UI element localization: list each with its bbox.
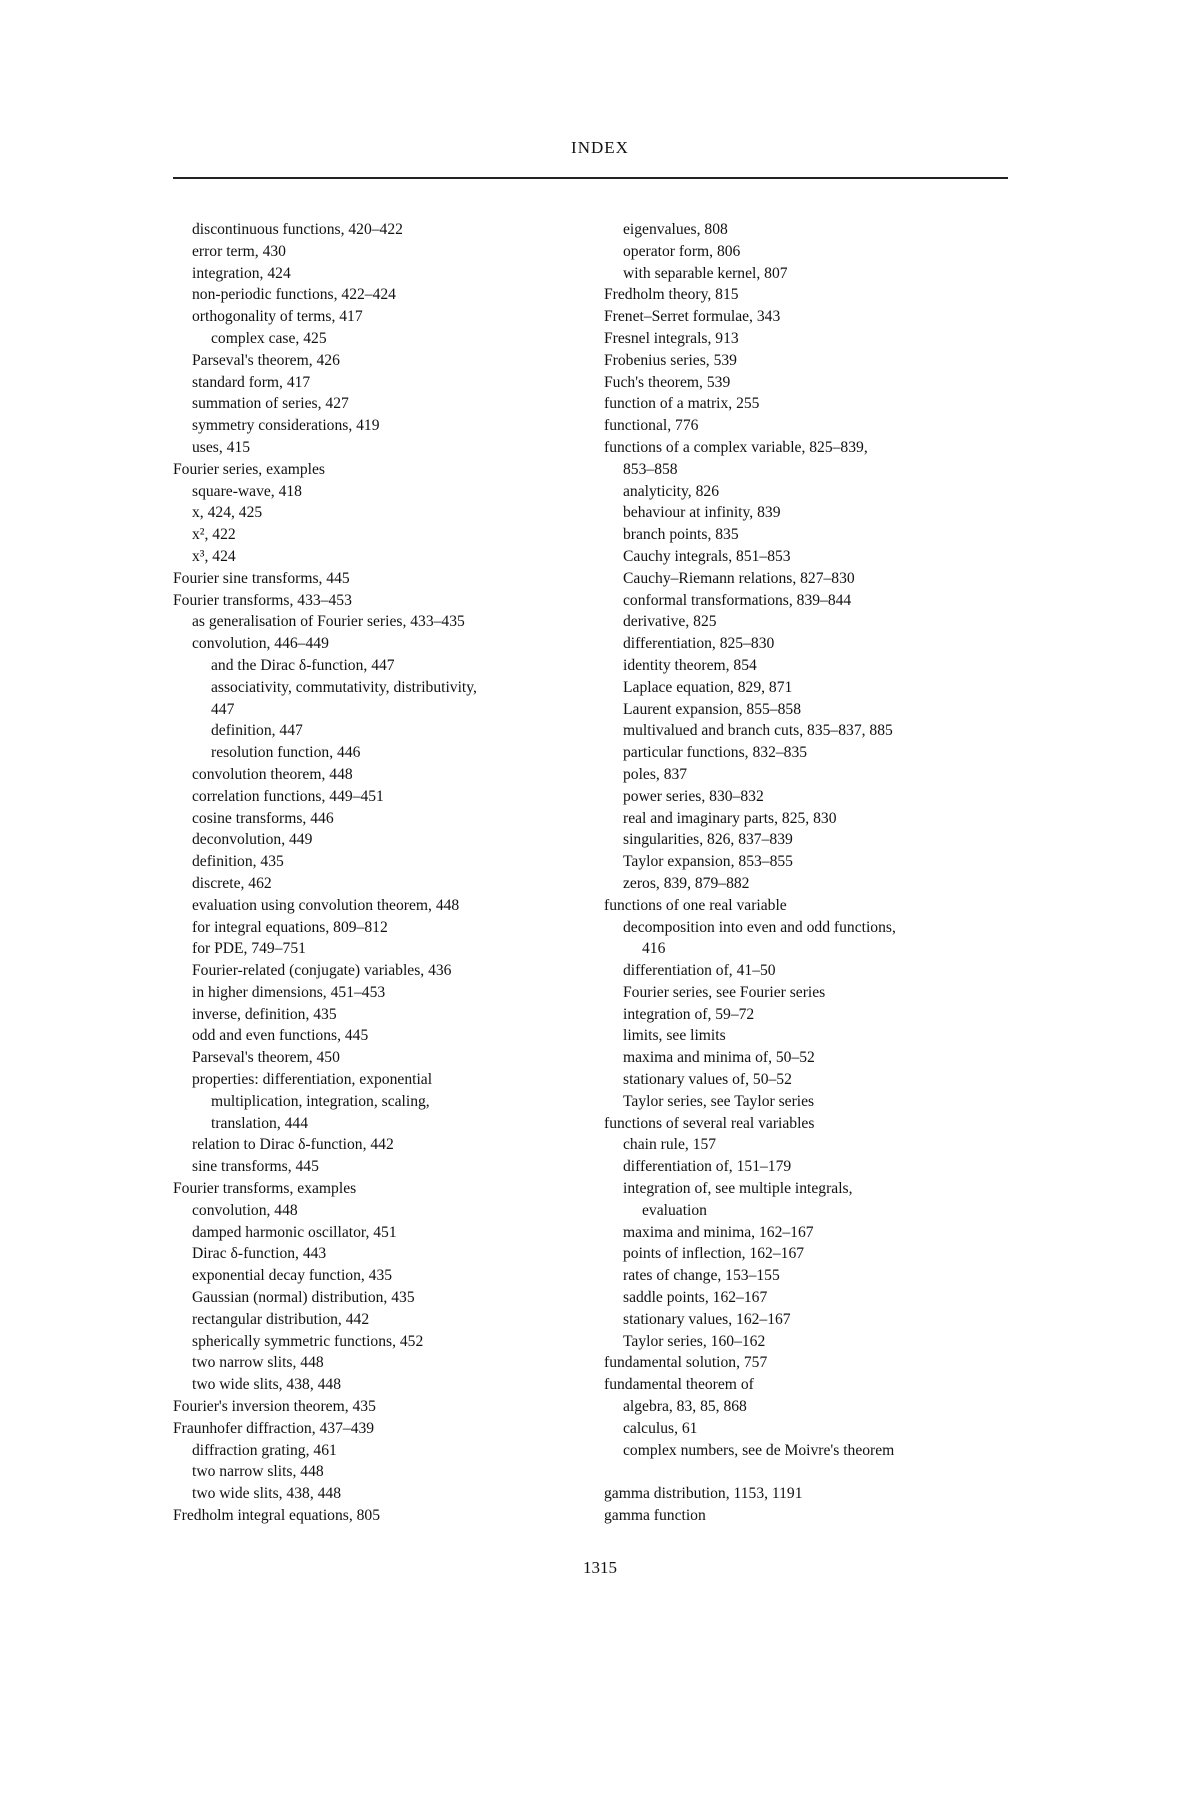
index-entry: Frobenius series, 539 <box>604 351 737 369</box>
index-subentry: Parseval's theorem, 450 <box>192 1049 340 1067</box>
index-entry: Fredholm integral equations, 805 <box>173 1507 381 1525</box>
index-subentry: complex case, 425 <box>211 329 327 347</box>
index-subentry: discontinuous functions, 420–422 <box>192 221 403 238</box>
index-entry: functional, 776 <box>604 417 699 435</box>
index-subentry: 853–858 <box>623 460 678 478</box>
index-subentry: limits, see limits <box>623 1027 726 1045</box>
index-subentry: diffraction grating, 461 <box>192 1441 337 1459</box>
index-entry: functions of several real variables <box>604 1114 815 1132</box>
index-subentry: multiplication, integration, scaling, <box>211 1092 430 1110</box>
index-subentry: and the Dirac δ-function, 447 <box>211 656 395 674</box>
index-entry: Fresnel integrals, 913 <box>604 329 739 347</box>
index-subentry: two wide slits, 438, 448 <box>192 1485 342 1503</box>
index-subentry: decomposition into even and odd functions, <box>623 918 896 936</box>
index-entry: fundamental theorem of <box>604 1376 754 1394</box>
index-subentry: Parseval's theorem, 426 <box>192 351 340 369</box>
index-subentry: inverse, definition, 435 <box>192 1005 337 1023</box>
index-subentry: zeros, 839, 879–882 <box>623 874 750 892</box>
index-subentry: two wide slits, 438, 448 <box>192 1376 342 1394</box>
index-subentry: differentiation of, 151–179 <box>623 1158 792 1176</box>
index-subentry: as generalisation of Fourier series, 433–435 <box>192 613 465 631</box>
index-subentry: sine transforms, 445 <box>192 1158 319 1176</box>
index-subentry: x², 422 <box>192 526 236 544</box>
index-subentry: convolution theorem, 448 <box>192 765 353 783</box>
index-subentry: for integral equations, 809–812 <box>192 918 388 936</box>
index-subentry: square-wave, 418 <box>192 482 302 500</box>
index-subentry: Taylor expansion, 853–855 <box>623 853 793 871</box>
index-subentry: derivative, 825 <box>623 613 717 631</box>
index-subentry: branch points, 835 <box>623 526 739 544</box>
index-subentry: Laplace equation, 829, 871 <box>623 678 793 696</box>
index-subentry: Taylor series, see Taylor series <box>623 1092 815 1110</box>
index-subentry: calculus, 61 <box>623 1419 698 1437</box>
index-subentry: summation of series, 427 <box>192 395 349 413</box>
index-subentry: error term, 430 <box>192 242 286 260</box>
index-subentry: singularities, 826, 837–839 <box>623 831 793 849</box>
index-subentry: definition, 435 <box>192 853 284 871</box>
index-subentry: Cauchy–Riemann relations, 827–830 <box>623 569 855 587</box>
index-subentry: Laurent expansion, 855–858 <box>623 700 801 718</box>
index-subentry: x³, 424 <box>192 547 236 565</box>
index-column-left <box>173 219 573 1527</box>
header-rule <box>173 177 1008 179</box>
index-subentry: Dirac δ-function, 443 <box>192 1245 327 1263</box>
index-entry: Fuch's theorem, 539 <box>604 373 731 391</box>
index-subentry: translation, 444 <box>211 1114 309 1132</box>
index-subentry: symmetry considerations, 419 <box>192 417 380 435</box>
index-subentry: integration of, 59–72 <box>623 1005 755 1023</box>
index-subentry: standard form, 417 <box>192 373 311 391</box>
index-subentry: Fourier series, see Fourier series <box>623 983 826 1001</box>
index-subentry: evaluation using convolution theorem, 448 <box>192 896 460 914</box>
index-entry: Frenet–Serret formulae, 343 <box>604 308 781 326</box>
index-subentry: correlation functions, 449–451 <box>192 787 384 805</box>
index-entry: Fourier series, examples <box>173 460 325 478</box>
index-subentry: differentiation, 825–830 <box>623 635 775 653</box>
index-entry: Fredholm theory, 815 <box>604 286 739 304</box>
index-subentry: properties: differentiation, exponential <box>192 1071 433 1089</box>
index-subentry: convolution, 448 <box>192 1201 298 1219</box>
index-subentry: stationary values, 162–167 <box>623 1310 791 1328</box>
index-subentry: chain rule, 157 <box>623 1136 717 1154</box>
index-subentry: identity theorem, 854 <box>623 656 757 674</box>
index-subentry: Gaussian (normal) distribution, 435 <box>192 1289 415 1307</box>
index-subentry: two narrow slits, 448 <box>192 1354 324 1372</box>
index-subentry: integration, 424 <box>192 264 291 282</box>
index-subentry: in higher dimensions, 451–453 <box>192 983 386 1001</box>
index-subentry: maxima and minima, 162–167 <box>623 1223 814 1241</box>
index-subentry: with separable kernel, 807 <box>623 264 788 282</box>
index-subentry: relation to Dirac δ-function, 442 <box>192 1136 394 1154</box>
index-subentry: 416 <box>642 940 666 958</box>
index-subentry: saddle points, 162–167 <box>623 1289 768 1307</box>
index-subentry: power series, 830–832 <box>623 787 764 805</box>
index-subentry: maxima and minima of, 50–52 <box>623 1049 815 1067</box>
index-subentry: damped harmonic oscillator, 451 <box>192 1223 397 1241</box>
index-subentry: evaluation <box>642 1201 707 1219</box>
index-subentry: Taylor series, 160–162 <box>623 1332 766 1350</box>
index-subentry: complex numbers, see de Moivre's theorem <box>623 1441 895 1459</box>
index-entry: Fourier transforms, 433–453 <box>173 591 352 609</box>
index-subentry: Fourier-related (conjugate) variables, 436 <box>192 962 452 980</box>
index-entry: Fourier sine transforms, 445 <box>173 569 350 587</box>
index-subentry: points of inflection, 162–167 <box>623 1245 805 1263</box>
index-subentry: cosine transforms, 446 <box>192 809 334 827</box>
index-entry: fundamental solution, 757 <box>604 1354 768 1372</box>
index-subentry: definition, 447 <box>211 722 303 740</box>
index-entry: function of a matrix, 255 <box>604 395 760 413</box>
index-subentry: real and imaginary parts, 825, 830 <box>623 809 837 827</box>
index-subentry: conformal transformations, 839–844 <box>623 591 852 609</box>
index-subentry: eigenvalues, 808 <box>623 221 728 238</box>
blank-line <box>604 1461 1024 1483</box>
index-subentry: rectangular distribution, 442 <box>192 1310 370 1328</box>
index-subentry: associativity, commutativity, distributivity, <box>211 678 477 696</box>
index-subentry: operator form, 806 <box>623 242 741 260</box>
running-header: INDEX <box>571 138 629 157</box>
index-entry: functions of a complex variable, 825–839, <box>604 438 868 456</box>
index-subentry: convolution, 446–449 <box>192 635 329 653</box>
index-subentry: orthogonality of terms, 417 <box>192 308 363 326</box>
index-subentry: poles, 837 <box>623 765 688 783</box>
index-subentry: 447 <box>211 700 235 718</box>
index-subentry: integration of, see multiple integrals, <box>623 1180 853 1198</box>
index-subentry: particular functions, 832–835 <box>623 744 808 762</box>
index-subentry: uses, 415 <box>192 438 251 456</box>
index-subentry: stationary values of, 50–52 <box>623 1071 792 1089</box>
index-subentry: behaviour at infinity, 839 <box>623 504 781 522</box>
index-entry: Fourier transforms, examples <box>173 1180 357 1198</box>
index-column-right <box>604 219 1024 1527</box>
index-subentry: analyticity, 826 <box>623 482 719 500</box>
index-subentry: spherically symmetric functions, 452 <box>192 1332 424 1350</box>
index-subentry: deconvolution, 449 <box>192 831 313 849</box>
index-subentry: differentiation of, 41–50 <box>623 962 776 980</box>
index-subentry: Cauchy integrals, 851–853 <box>623 547 791 565</box>
index-entry: gamma function <box>604 1507 706 1525</box>
index-subentry: odd and even functions, 445 <box>192 1027 369 1045</box>
index-subentry: x, 424, 425 <box>192 504 263 522</box>
page-number: 1315 <box>583 1558 617 1577</box>
index-subentry: multivalued and branch cuts, 835–837, 885 <box>623 722 893 740</box>
index-subentry: two narrow slits, 448 <box>192 1463 324 1481</box>
index-entry: Fourier's inversion theorem, 435 <box>173 1398 376 1416</box>
index-subentry: rates of change, 153–155 <box>623 1267 780 1285</box>
index-subentry: exponential decay function, 435 <box>192 1267 393 1285</box>
index-entry: Fraunhofer diffraction, 437–439 <box>173 1419 375 1437</box>
index-entry: functions of one real variable <box>604 896 787 914</box>
index-subentry: resolution function, 446 <box>211 744 361 762</box>
index-subentry: non-periodic functions, 422–424 <box>192 286 396 304</box>
index-subentry: discrete, 462 <box>192 874 272 892</box>
index-entry: gamma distribution, 1153, 1191 <box>604 1485 803 1503</box>
index-subentry: for PDE, 749–751 <box>192 940 306 958</box>
index-subentry: algebra, 83, 85, 868 <box>623 1398 747 1416</box>
